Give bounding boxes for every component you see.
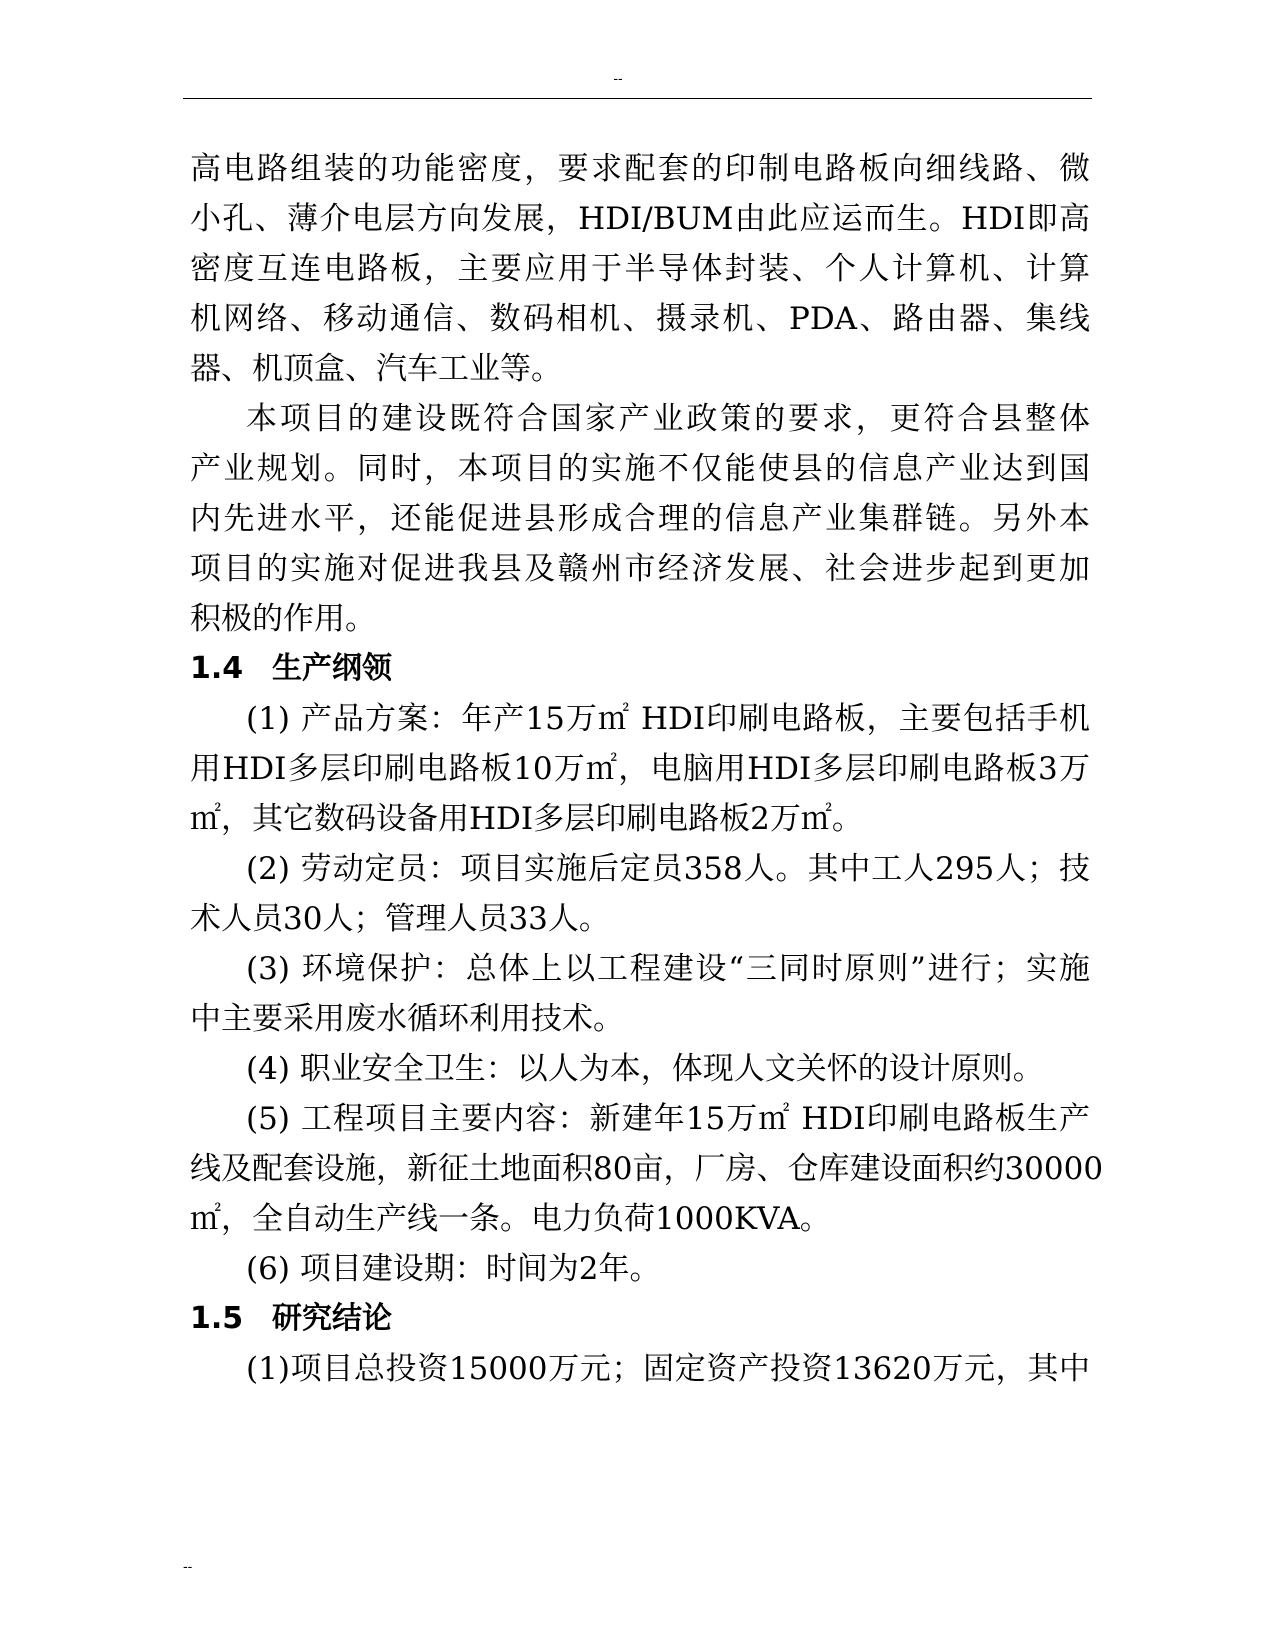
paragraph-line: (3) 环境保护：总体上以工程建设“三同时原则”进行；实施 xyxy=(246,951,1090,987)
section-title: 研究结论 xyxy=(272,1301,392,1336)
page-footer-mark: -- xyxy=(183,1558,193,1574)
paragraph-line: (5) 工程项目主要内容：新建年15万㎡ HDI印刷电路板生产 xyxy=(246,1101,1090,1137)
paragraph-line: 机网络、移动通信、数码相机、摄录机、PDA、路由器、集线 xyxy=(190,301,1090,337)
paragraph-line: 产业规划。同时，本项目的实施不仅能使县的信息产业达到国 xyxy=(190,451,1090,487)
paragraph-line: (4) 职业安全卫生：以人为本，体现人文关怀的设计原则。 xyxy=(246,1051,1044,1087)
paragraph-line: 术人员30人；管理人员33人。 xyxy=(190,901,610,937)
paragraph-line: 项目的实施对促进我县及赣州市经济发展、社会进步起到更加 xyxy=(190,551,1090,587)
paragraph-line: ㎡，其它数码设备用HDI多层印刷电路板2万㎡。 xyxy=(190,801,863,837)
paragraph-line: ㎡，全自动生产线一条。电力负荷1000KVA。 xyxy=(190,1201,831,1237)
paragraph-line: (1)项目总投资15000万元；固定资产投资13620万元，其中 xyxy=(246,1351,1090,1387)
paragraph-line: (2) 劳动定员：项目实施后定员358人。其中工人295人；技 xyxy=(246,851,1090,887)
paragraph-line: 高电路组装的功能密度，要求配套的印制电路板向细线路、微 xyxy=(190,151,1090,187)
paragraph-line: (6) 项目建设期：时间为2年。 xyxy=(246,1251,661,1287)
section-heading-1-4 xyxy=(190,646,392,692)
section-heading-1-5 xyxy=(190,1296,392,1342)
paragraph-line: 器、机顶盒、汽车工业等。 xyxy=(190,351,562,387)
section-number: 1.4 xyxy=(190,651,244,686)
paragraph-line: (1) 产品方案：年产15万㎡ HDI印刷电路板，主要包括手机 xyxy=(246,701,1090,737)
page-header-mark: -- xyxy=(613,70,623,86)
section-title: 生产纲领 xyxy=(272,651,392,686)
paragraph-line: 内先进水平，还能促进县形成合理的信息产业集群链。另外本 xyxy=(190,501,1090,537)
section-number: 1.5 xyxy=(190,1301,244,1336)
header-rule xyxy=(183,98,1092,99)
paragraph-line: 小孔、薄介电层方向发展，HDI/BUM由此应运而生。HDI即高 xyxy=(190,201,1090,237)
paragraph-line: 本项目的建设既符合国家产业政策的要求，更符合县整体 xyxy=(246,401,1090,437)
paragraph-line: 用HDI多层印刷电路板10万㎡，电脑用HDI多层印刷电路板3万 xyxy=(190,751,1090,787)
paragraph-line: 密度互连电路板，主要应用于半导体封装、个人计算机、计算 xyxy=(190,251,1090,287)
paragraph-line: 中主要采用废水循环利用技术。 xyxy=(190,1001,624,1037)
paragraph-line: 积极的作用。 xyxy=(190,601,376,637)
paragraph-line: 线及配套设施，新征土地面积80亩，厂房、仓库建设面积约30000 xyxy=(190,1151,1104,1187)
